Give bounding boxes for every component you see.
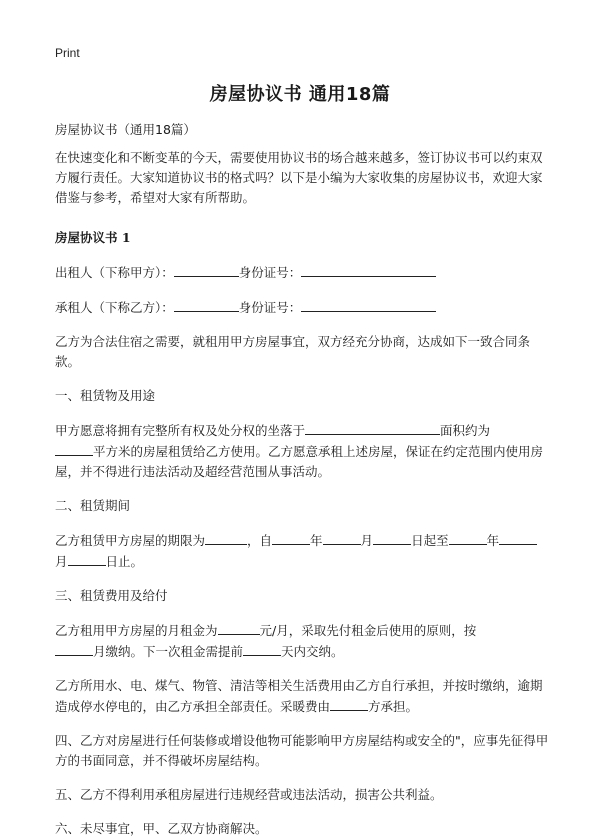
clause-2-paragraph bbox=[55, 530, 550, 572]
clause-3-text-d: 天内交纳。 bbox=[281, 644, 344, 659]
clause-2-text-b: ，自 bbox=[247, 533, 273, 548]
clause-1-text-c: 平方米的房屋租赁给乙方使用。乙方愿意承租上述房屋，保证在约定范围内使用房屋，并不得进行违法活动及超经营范围从事活动。 bbox=[55, 444, 544, 479]
end-month-blank bbox=[499, 530, 537, 545]
lessor-line bbox=[55, 262, 550, 283]
document-subtitle: 房屋协议书（通用18篇） bbox=[55, 122, 196, 137]
document-body bbox=[55, 120, 550, 839]
lessee-id-blank bbox=[301, 297, 436, 312]
end-day-blank bbox=[68, 551, 106, 566]
clause-1-paragraph bbox=[55, 420, 550, 482]
clause-5-paragraph: 五、乙方不得利用承租房屋进行违规经营或违法活动，损害公共利益。 bbox=[55, 787, 443, 802]
end-label: 日止。 bbox=[105, 554, 144, 569]
clause-2-text-a: 乙方租赁甲方房屋的期限为 bbox=[55, 533, 206, 548]
lessee-line bbox=[55, 297, 550, 318]
clause-3-text-a: 乙方租用甲方房屋的月租金为 bbox=[55, 623, 218, 638]
month-label: 月 bbox=[360, 533, 374, 548]
year-label: 年 bbox=[310, 533, 323, 548]
utilities-text-a: 乙方所用水、电、煤气、物管、清洁等相关生活费用由乙方自行承担，并按时缴纳，逾期造成停水停电的，由乙方承担全部责任。采暖费由 bbox=[55, 678, 543, 714]
clause-1-text-b: 面积约为 bbox=[440, 423, 491, 438]
advance-days-blank bbox=[243, 641, 281, 656]
heating-party-blank bbox=[330, 696, 368, 711]
start-day-blank bbox=[373, 530, 411, 545]
end-year-blank bbox=[449, 530, 487, 545]
lessor-id-blank bbox=[301, 262, 436, 277]
clause-3-text-b: 元/月，采取先付租金后使用的原则，按 bbox=[259, 623, 477, 638]
document-title: 房屋协议书 通用18篇 bbox=[209, 84, 391, 105]
print-link[interactable]: Print bbox=[55, 46, 80, 60]
start-year-blank bbox=[272, 530, 310, 545]
start-month-blank bbox=[323, 530, 361, 545]
lessee-name-blank bbox=[174, 297, 239, 312]
location-blank bbox=[305, 420, 440, 435]
clause-heading-3: 三、租赁费用及给付 bbox=[55, 588, 168, 603]
utilities-paragraph bbox=[55, 676, 550, 717]
clause-1-text-a: 甲方愿意将拥有完整所有权及处分权的坐落于 bbox=[55, 423, 306, 438]
intro-paragraph: 在快速变化和不断变革的今天，需要使用协议书的场合越来越多，签订协议书可以约束双方履行责任。大家知道协议书的格式吗？以下是小编为大家收集的房屋协议书，欢迎大家借鉴与参考，希望对大家有所帮助。 bbox=[55, 150, 543, 205]
clause-3-paragraph bbox=[55, 620, 550, 662]
utilities-text-b: 方承担。 bbox=[368, 699, 419, 714]
lessor-id-label: 身份证号： bbox=[238, 265, 302, 280]
preamble-paragraph: 乙方为合法住宿之需要，就租用甲方房屋事宜，双方经充分协商，达成如下一致合同条款。 bbox=[55, 334, 531, 369]
from-label: 日起至 bbox=[411, 533, 449, 548]
clause-heading-2: 二、租赁期间 bbox=[55, 498, 131, 513]
lessee-label: 承租人（下称乙方）： bbox=[55, 300, 174, 315]
lessor-name-blank bbox=[174, 262, 239, 277]
term-blank bbox=[205, 530, 247, 545]
clause-6-paragraph: 六、未尽事宜，甲、乙双方协商解决。 bbox=[55, 821, 268, 836]
payment-period-blank bbox=[55, 641, 93, 656]
month-label-end: 月 bbox=[55, 554, 68, 569]
year-label-end: 年 bbox=[486, 533, 500, 548]
lessee-id-label: 身份证号： bbox=[238, 300, 302, 315]
clause-heading-1: 一、租赁物及用途 bbox=[55, 388, 156, 403]
section-heading: 房屋协议书 1 bbox=[55, 230, 131, 245]
lessor-label: 出租人（下称甲方）： bbox=[55, 265, 174, 280]
clause-3-text-c: 月缴纳。下一次租金需提前 bbox=[93, 644, 244, 659]
clause-4-paragraph: 四、乙方对房屋进行任何装修或增设他物可能影响甲方房屋结构或安全的"，应事先征得甲方的书面同意，并不得破坏房屋结构。 bbox=[55, 733, 549, 768]
rent-blank bbox=[218, 620, 260, 635]
area-blank bbox=[55, 441, 93, 456]
